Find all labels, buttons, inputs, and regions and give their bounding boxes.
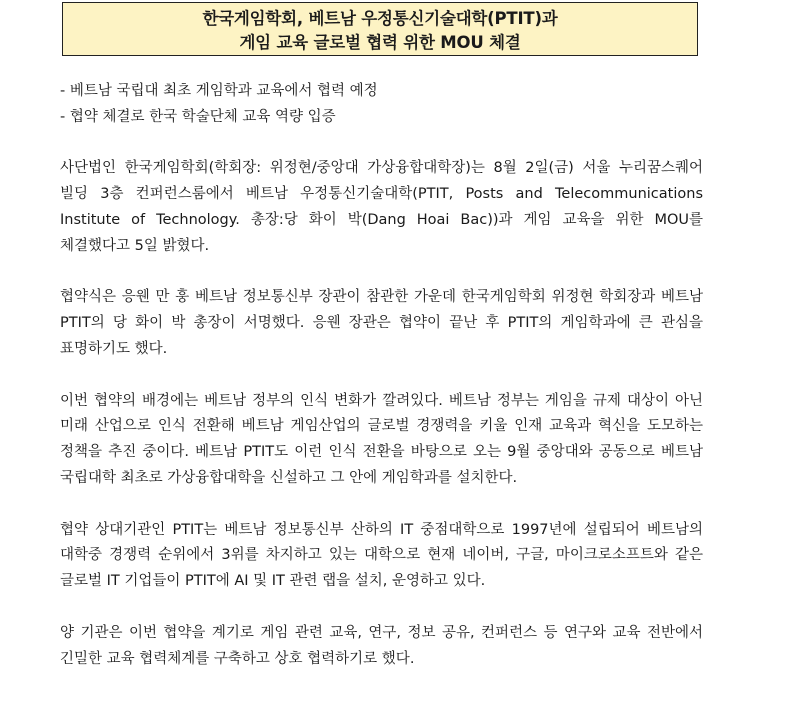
article-body bbox=[60, 79, 703, 672]
paragraph: 양 기관은 이번 협약을 계기로 게임 관련 교육, 연구, 정보 공유, 컨퍼런스 등 연구와 교육 전반에서 긴밀한 교육 협력체계를 구축하고 상호 협력하기로 했다. bbox=[60, 624, 703, 667]
paragraph: 사단법인 한국게임학회(학회장: 위정현/중앙대 가상융합대학장)는 8월 2일(금) 서울 누리꿈스퀘어 빌딩 3층 컨퍼런스룸에서 베트남 우정통신기술대학(PTIT, Posts and Telecommunications Institute of Technology. 총장:당 화이 박(Dang Hoai Bac))과 게임 교육을 위한 MOU를 체결했다고 5일 밝혔다. bbox=[60, 160, 703, 254]
paragraph: 협약 상대기관인 PTIT는 베트남 정보통신부 산하의 IT 중점대학으로 1997년에 설립되어 베트남의 대학중 경쟁력 순위에서 3위를 차지하고 있는 대학으로 현재 네이버, 구글, 마이크로소프트와 같은 글로벌 IT 기업들이 PTIT에 AI 및 IT 관련 랩을 설치, 운영하고 있다. bbox=[60, 521, 703, 590]
subheading: - 베트남 국립대 최초 게임학과 교육에서 협력 예정 bbox=[60, 83, 378, 99]
headline-line-1: 한국게임학회, 베트남 우정통신기술대학(PTIT)과 bbox=[202, 9, 558, 28]
headline-box bbox=[62, 2, 698, 56]
paragraph: 이번 협약의 배경에는 베트남 정부의 인식 변화가 깔려있다. 베트남 정부는 게임을 규제 대상이 아닌 미래 산업으로 인식 전환해 베트남 게임산업의 글로벌 경쟁력을 키울 인재 교육과 혁신을 도모하는 정책을 추진 중이다. 베트남 PTIT도 이런 인식 전환을 바탕으로 오는 9월 중앙대와 공동으로 베트남 국립대학 최초로 가상융합대학을 신설하고 그 안에 게임학과를 설치한다. bbox=[60, 392, 703, 486]
paragraph: 협약식은 응웬 만 훙 베트남 정보통신부 장관이 참관한 가운데 한국게임학회 위정현 학회장과 베트남 PTIT의 당 화이 박 총장이 서명했다. 응웬 장관은 협약이 끝난 후 PTIT의 게임학과에 큰 관심을 표명하기도 했다. bbox=[60, 289, 703, 357]
subheading: - 협약 체결로 한국 학술단체 교육 역량 입증 bbox=[60, 108, 336, 125]
headline-line-2: 게임 교육 글로벌 협력 위한 MOU 체결 bbox=[239, 33, 521, 52]
